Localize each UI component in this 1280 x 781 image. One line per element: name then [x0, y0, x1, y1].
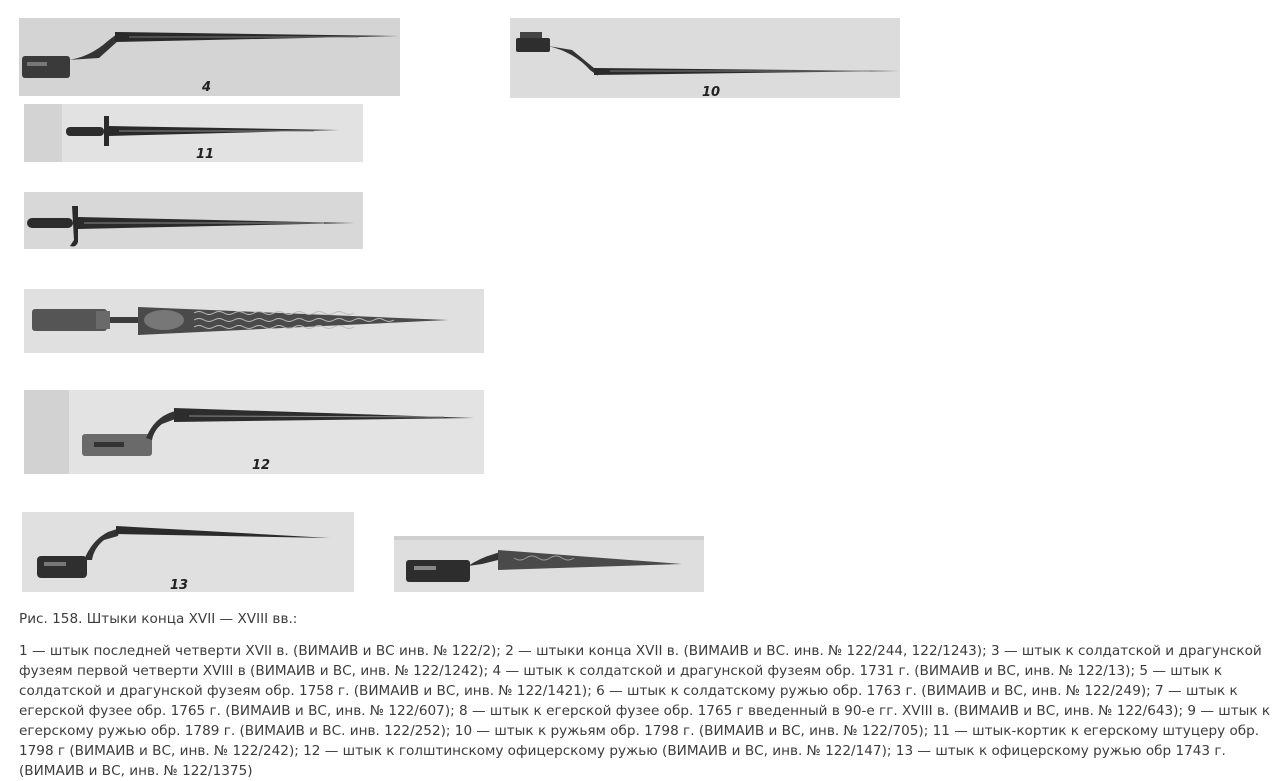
bayonet-plate-11	[24, 104, 363, 162]
bayonet-plate-last	[394, 536, 704, 592]
bayonet-plate-13	[22, 512, 354, 592]
bayonet-image-4	[19, 18, 400, 96]
figure-caption-description: 1 — штык последней четверти XVII в. (ВИМАИВ и ВС инв. № 122/2); 2 — штыки конца XVII в. (ВИМАИВ и ВС. инв. № 122/244, 122/1243); 3 — штык к солдатской и драгунской фузеям первой четверти XVIII в (ВИМАИВ и ВС, инв. № 122/1242); 4 — штык к солдатской и драгунской фузеям обр. 1731 г. (ВИМАИВ и ВС, инв. № 122/13); 5 — штык к солдатской и драгунской фузеям обр. 1758 г. (ВИМАИВ и ВС, инв. № 122/1421); 6 — штык к солдатскому ружью обр. 1763 г. (ВИМАИВ и ВС, инв. № 122/249); 7 — штык к егерской фузее обр. 1765 г. (ВИМАИВ и ВС, инв. № 122/607); 8 — штык к егерской фузее обр. 1765 г введенный в 90-е гг. XVIII в. (ВИМАИВ и ВС, инв. № 122/643); 9 — штык к егерскому ружью обр. 1789 г. (ВИМАИВ и ВС. инв. 122/252); 10 — штык к ружьям обр. 1798 г. (ВИМАИВ и ВС, инв. № 122/705); 11 — штык-кортик к егерскому штуцеру обр. 1798 г (ВИМАИВ и ВС, инв. № 122/242); 12 — штык к голштинскому офицерскому ружью (ВИМАИВ и ВС, инв. № 122/147); 13 — штык к офицерскому ружью обр 1743 г. (ВИМАИВ и ВС, инв. № 122/1375)	[19, 643, 1271, 779]
bayonet-image-10	[510, 18, 900, 98]
bayonet-image-12	[24, 390, 484, 474]
bayonet-image-engraved	[24, 289, 484, 353]
bayonet-image-11	[24, 104, 363, 162]
figure-caption-title: Рис. 158. Штыки конца XVII — XVIII вв.:	[19, 611, 298, 627]
plate-number-4: 4	[202, 80, 212, 95]
plate-number-13: 13	[170, 578, 189, 592]
bayonet-plate-12	[24, 390, 484, 474]
bayonet-plate-sword	[24, 192, 363, 249]
bayonet-plate-engraved	[24, 289, 484, 353]
plate-number-11: 11	[196, 147, 215, 162]
bayonet-plate-4	[19, 18, 400, 96]
bayonet-plate-10	[510, 18, 900, 98]
bayonet-image-sword	[24, 192, 363, 249]
bayonet-image-last	[394, 536, 704, 592]
plate-number-10: 10	[702, 85, 721, 98]
bayonet-image-13	[22, 512, 354, 592]
plate-number-12: 12	[252, 458, 271, 473]
